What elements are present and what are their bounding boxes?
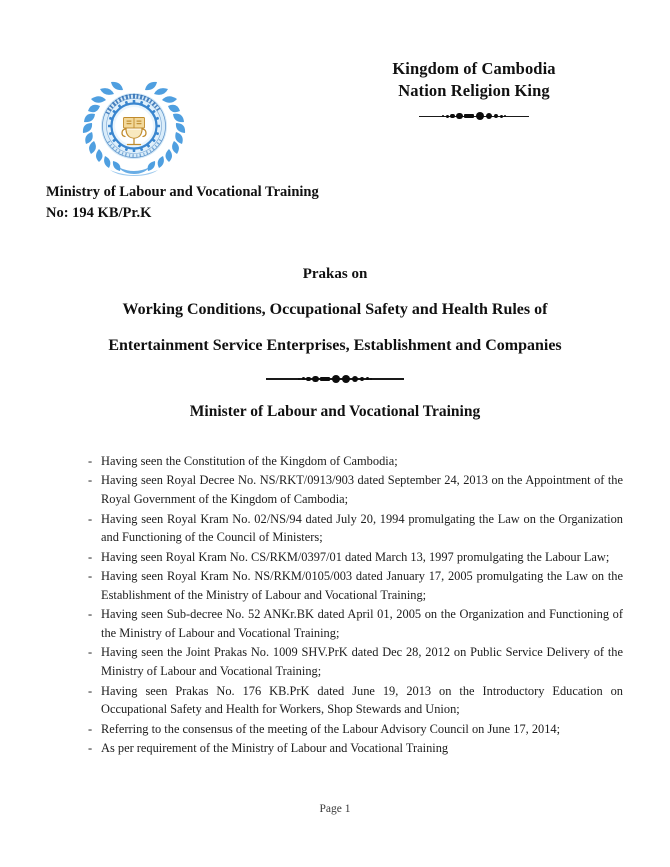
minister-heading: Minister of Labour and Vocational Training (189, 403, 481, 420)
clause-item (88, 682, 623, 720)
clause-text: Referring to the consensus of the meeting of the Labour Advisory Council on June 17, 2014; (101, 721, 561, 736)
ministry-block (46, 182, 319, 223)
page-title-line-2: Working Conditions, Occupational Safety and Health Rules of (122, 301, 548, 318)
clause-marker: - (88, 721, 93, 736)
clause-marker: - (88, 569, 93, 584)
clause-item (88, 510, 623, 548)
national-motto-block (324, 58, 624, 124)
nation-religion-king-line: Nation Religion King (398, 81, 550, 101)
clause-item (88, 471, 623, 509)
clause-text: Having seen Royal Kram No. NS/RKM/0105/003 dated January 17, 2005 promulgating the Law on the Establishment of the Ministry of Labour and Vocational Training; (101, 569, 623, 602)
clause-item (88, 720, 623, 739)
clause-text: As per requirement of the Ministry of Labour and Vocational Training (101, 741, 449, 756)
page-title-prakas-on: Prakas on (302, 266, 368, 282)
document-title-block (0, 266, 670, 386)
clause-text: Having seen Royal Kram No. CS/RKM/0397/01 dated March 13, 1997 promulgating the Labour Law; (101, 549, 610, 564)
clause-text: Having seen Sub-decree No. 52 ANKr.BK dated April 01, 2005 on the Organization and Functioning of the Ministry of Labour and Vocational Training; (101, 607, 623, 641)
kingdom-line: Kingdom of Cambodia (392, 59, 556, 78)
clause-text: Having seen Prakas No. 176 KB.PrK dated June 19, 2013 on the Introductory Education on Occupational Safety and Health for Workers, Shop Stewards and Union; (101, 683, 623, 717)
ministry-name: Ministry of Labour and Vocational Training (46, 184, 319, 200)
divider-cluster (442, 112, 506, 121)
clause-item (88, 452, 623, 471)
clause-item (88, 567, 623, 605)
clause-item (88, 739, 623, 758)
document-number: No: 194 KB/Pr.K (46, 204, 152, 221)
clause-marker: - (88, 511, 93, 526)
clause-marker: - (88, 645, 93, 660)
clause-text: Having seen Royal Kram No. 02/NS/94 dated July 20, 1994 promulgating the Law on the Organization and Functioning of the Council of Ministers; (101, 511, 623, 545)
clause-item (88, 605, 623, 643)
preamble-clause-list (88, 452, 623, 759)
clause-marker: - (88, 549, 93, 564)
clause-text: Having seen the Joint Prakas No. 1009 SHV.PrK dated Dec 28, 2012 on Public Service Delivery of the Ministry of Labour and Vocational Training; (101, 645, 623, 679)
clause-marker: - (88, 683, 93, 698)
clause-item (88, 548, 623, 567)
ministry-of-labour-emblem-icon (80, 72, 188, 180)
clause-marker: - (88, 607, 93, 622)
clause-marker: - (88, 473, 93, 488)
page-footer: Page 1 (319, 803, 351, 815)
title-ornament-divider-wrap (266, 372, 404, 386)
header-ornament-divider (419, 110, 529, 124)
clause-marker: - (88, 454, 93, 468)
clause-item (88, 643, 623, 681)
clause-marker: - (88, 741, 93, 756)
title-ornament-divider (266, 372, 404, 386)
divider-cluster (298, 374, 372, 383)
document-header (0, 0, 670, 180)
clause-text: Having seen the Constitution of the Kingdom of Cambodia; (101, 454, 398, 468)
page-title-line-3: Entertainment Service Enterprises, Establishment and Companies (108, 337, 562, 355)
clause-text: Having seen Royal Decree No. NS/RKT/0913/903 dated September 24, 2013 on the Appointment of the Royal Government of the Kingdom of Cambodia; (101, 473, 623, 507)
